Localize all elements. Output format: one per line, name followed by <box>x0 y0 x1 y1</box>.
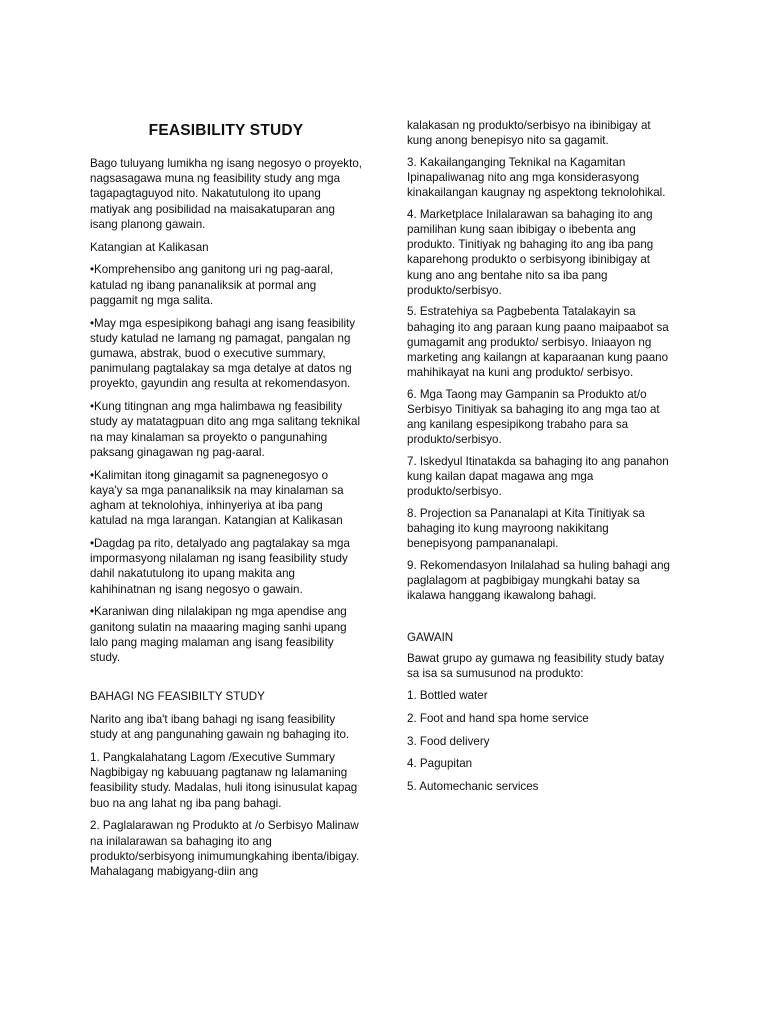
part-paragraph: 1. Pangkalahatang Lagom /Executive Summary Nagbibigay ng kabuuang pagtanaw ng lalamaning feasibility study. Madalas, huli itong isinusulat kapag buo na ang lahat ng iba pang bahagi. <box>90 751 358 810</box>
part-paragraph: 4. Marketplace Inilalarawan sa bahaging ito ang pamilihan kung saan ibibigay o ibebenta ang produkto. Tinitiyak ng bahaging ito ang iba pang kaparehong produkto o serbisyong ibinibigay at kung ano ang bentahe nito sa iba pang produkto/serbisyo. <box>407 207 654 297</box>
bahagi-heading: BAHAGI NG FEASIBILTY STUDY <box>90 690 265 704</box>
part-paragraph: 8. Projection sa Pananalapi at Kita Tinitiyak sa bahaging ito kung mayroong nakikitang benepisyong pampananalapi. <box>407 507 645 551</box>
list-item: 5. Automechanic services <box>407 780 539 794</box>
bullet-paragraph: •Karaniwan ding nilalakipan ng mga apendise ang ganitong sulatin na maaaring maging sanhi upang lalo pang maging malaman ang isang feasibility study. <box>90 605 347 665</box>
document-title: FEASIBILITY STUDY <box>148 122 304 139</box>
part-paragraph: 2. Paglalarawan ng Produkto at /o Serbisyo Malinaw na inilalarawan sa bahaging ito ang produkto/serbisyong inimumungkahing ibenta/ibigay. Mahalagang mabigyang-diin ang <box>90 819 360 879</box>
list-item: 2. Foot and hand spa home service <box>407 711 589 725</box>
part-paragraph: 5. Estratehiya sa Pagbebenta Tatalakayin sa bahaging ito ang paraan kung paano maipaabot sa gumagamit ang produkto/ serbisyo. Iniaayon ng marketing ang kailangn at kaparaanan kung paano mahihikayat na kuni ang produkto/ serbisyo. <box>407 305 669 380</box>
intro-paragraph: Bago tuluyang lumikha ng isang negosyo o proyekto, nagsasagawa muna ng feasibility study ang mga tagapagtaguyod nito. Nakatutulong ito upang matiyak ang posibilidad na maisakatuparan ang isang planong gawain. <box>90 157 362 231</box>
list-item: 3. Food delivery <box>407 734 490 748</box>
list-item: 4. Pagupitan <box>407 757 473 771</box>
list-item: 1. Bottled water <box>407 689 488 703</box>
part-paragraph: 6. Mga Taong may Gampanin sa Produkto at/o Serbisyo Tinitiyak sa bahaging ito ang mga tao at ang kanilang espesipikong trabaho para sa produkto/serbisyo. <box>407 387 660 447</box>
bullet-paragraph: •Komprehensibo ang ganitong uri ng pag-aaral, katulad ng ibang pananaliksik at pormal ang paggamit ng mga salita. <box>90 263 334 307</box>
bahagi-intro: Narito ang iba't ibang bahagi ng isang feasibility study at ang pangunahing gawain ng bahaging ito. <box>90 713 350 742</box>
part-paragraph: kalakasan ng produkto/serbisyo na ibinibigay at kung anong benepisyo nito sa gagamit. <box>407 119 651 148</box>
bullet-paragraph: •Dagdag pa rito, detalyado ang pagtalakay sa mga impormasyong nilalaman ng isang feasibility study dahil nakatutulong ito upang makita ang kahihinatnan ng isang negosyo o gawain. <box>90 537 350 596</box>
bullet-paragraph: •May mga espesipikong bahagi ang isang feasibility study katulad ne lamang ng pamagat, pangalan ng gumawa, abstrak, buod o executive summary, panimulang pagtalakay sa mga detalye at datos ng proyekto, gayundin ang resulta at rekomendasyon. <box>90 316 356 391</box>
gawain-heading: GAWAIN <box>407 630 454 644</box>
gawain-text: Bawat grupo ay gumawa ng feasibility study batay sa isa sa sumusunod na produkto: <box>407 652 665 681</box>
bullet-paragraph: •Kalimitan itong ginagamit sa pagnenegosyo o kaya'y sa mga pananaliksik na may kinalaman sa agham at teknolohiya, inhinyeriya at iba pang katulad na mga larangan. Katangian at Kalikasan <box>90 468 344 528</box>
left-column <box>90 118 362 887</box>
part-paragraph: 7. Iskedyul Itinatakda sa bahaging ito ang panahon kung kailan dapat magawa ang mga produkto/serbisyo. <box>407 455 669 499</box>
part-paragraph: 3. Kakailanganging Teknikal na Kagamitan Ipinapaliwanag nito ang mga konsiderasyong kinakailangan kaugnay ng aspektong teknolohikal. <box>407 155 666 200</box>
bullet-paragraph: •Kung titingnan ang mga halimbawa ng feasibility study ay matatagpuan dito ang mga salitang teknikal na may kinalaman sa proyekto o pangunahing paksang ginagawan ng pag-aaral. <box>90 400 361 459</box>
part-paragraph: 9. Rekomendasyon Inilalahad sa huling bahagi ang paglalagom at pagbibigay mungkahi batay sa ikalawa hanggang ikawalong bahagi. <box>407 559 670 603</box>
right-column <box>407 118 677 802</box>
product-list <box>407 688 677 794</box>
katangian-heading: Katangian at Kalikasan <box>90 240 209 254</box>
